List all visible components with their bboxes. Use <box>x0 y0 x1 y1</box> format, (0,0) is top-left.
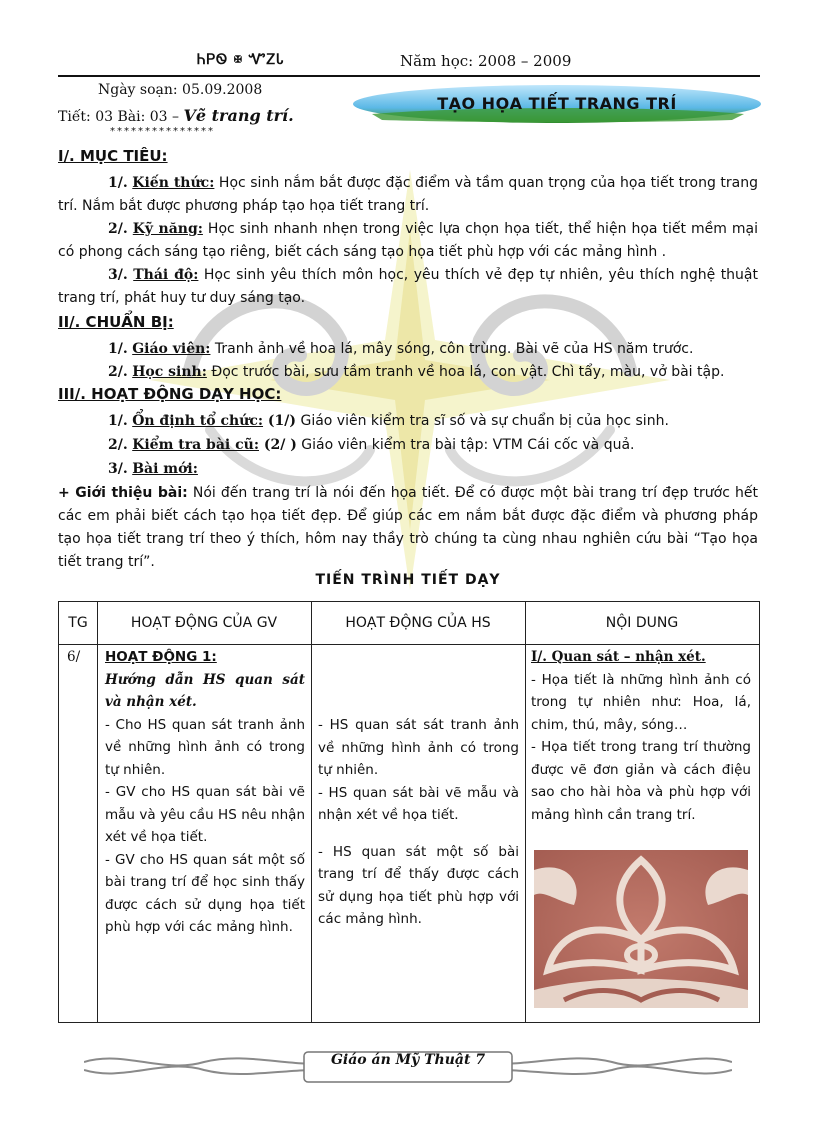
footer-title: Giáo án Mỹ Thuật 7 <box>330 1052 486 1068</box>
activity-review-text: Giáo viên kiểm tra bài tập: VTM Cái cốc và quả. <box>296 437 635 453</box>
student-activity <box>318 714 519 931</box>
objective-skills-text: Học sinh nhanh nhẹn trong việc lựa chọn họa tiết, thể hiện họa tiết mềm mại có phong cách sáng tạo riêng, biết cách sáng tạo họa tiết phù hợp với các mảng hình . <box>58 221 759 260</box>
teacher-activity <box>105 646 305 939</box>
lesson-introduction <box>58 482 758 574</box>
objective-knowledge-text: Học sinh nắm bắt được đặc điểm và tầm quan trọng của họa tiết trong trang trí. Nắm bắt được phương pháp tạo họa tiết trang trí. <box>58 175 759 214</box>
section-preparation <box>58 313 174 331</box>
row-time: 6/ <box>67 649 81 665</box>
header-divider <box>59 644 759 645</box>
date-prepared: Ngày soạn: 05.09.2008 <box>98 82 263 98</box>
objective-attitude <box>58 264 758 310</box>
activity-new-lesson <box>58 458 758 481</box>
objective-knowledge-num: 1/. <box>108 175 128 191</box>
activity-review-num: 2/. <box>108 437 128 453</box>
header-ornament: ᏂᏢᏫ ✠ ᏉᏃᏓ <box>197 52 285 68</box>
section-objectives <box>58 147 168 165</box>
objective-knowledge-label: Kiến thức: <box>132 175 215 191</box>
teacher-activity-subtitle: Hướng dẫn HS quan sát và nhận xét. <box>105 671 305 710</box>
school-year: Năm học: 2008 – 2009 <box>400 52 572 70</box>
col-divider <box>97 602 98 1022</box>
content-point-1: - Họa tiết là những hình ảnh có trong tự nhiên như: Hoa, lá, chim, thú, mây, sóng… <box>531 671 751 733</box>
prep-teacher-text: Tranh ảnh về hoa lá, mây sóng, côn trùng. Bài vẽ của HS năm trước. <box>210 341 694 357</box>
section-preparation-title: II/. CHUẨN BỊ: <box>58 313 174 331</box>
lotus-pattern-photo <box>534 850 748 1008</box>
prep-student-text: Đọc trước bài, sưu tầm tranh về hoa lá, con vật. Chì tẩy, màu, vở bài tập. <box>206 364 725 380</box>
header-teacher: HOẠT ĐỘNG CỦA GV <box>130 615 278 631</box>
header-rule <box>58 75 760 77</box>
section-activities-title: III/. HOẠT ĐỘNG DẠY HỌC: <box>58 385 282 403</box>
activity-organize-label: Ổn định tổ chức: <box>132 413 264 429</box>
objective-skills <box>58 218 758 264</box>
activity-review <box>58 434 758 457</box>
period-line <box>58 106 294 125</box>
prep-teacher-num: 1/. <box>108 341 128 357</box>
objective-knowledge <box>58 172 758 218</box>
activity-organize-num: 1/. <box>108 413 128 429</box>
objective-skills-num: 2/. <box>108 221 128 237</box>
objective-attitude-text: Học sinh yêu thích môn học, yêu thích vẻ đẹp tự nhiên, yêu thích nghệ thuật trang trí, phát huy tư duy sáng tạo. <box>58 267 759 306</box>
objective-attitude-label: Thái độ: <box>133 267 199 283</box>
content-column <box>531 646 751 826</box>
prep-student <box>58 361 758 384</box>
section-objectives-title: I/. MỤC TIÊU: <box>58 147 168 165</box>
prep-student-num: 2/. <box>108 364 128 380</box>
activity-organize <box>58 410 758 433</box>
activity-organize-time: (1/) <box>263 413 297 429</box>
teacher-step-3: - GV cho HS quan sát một số bài trang trí để học sinh thấy được cách sử dụng họa tiết phù hợp với các mảng hình. <box>105 851 305 935</box>
prep-student-label: Học sinh: <box>132 364 207 380</box>
content-point-2: - Họa tiết trong trang trí thường được vẽ đơn giản và cách điệu sao cho hài hòa và phù hợp với mảng hình cần trang trí. <box>531 739 751 823</box>
objective-skills-label: Kỹ năng: <box>132 221 203 237</box>
banner-title: TẠO HỌA TIẾT TRANG TRÍ <box>437 94 677 113</box>
lesson-subject: Vẽ trang trí. <box>183 106 294 125</box>
header-student: HOẠT ĐỘNG CỦA HS <box>345 615 491 631</box>
activity-organize-text: Giáo viên kiểm tra sĩ số và sự chuẩn bị của học sinh. <box>296 413 669 429</box>
student-step-1: - HS quan sát sát tranh ảnh về những hình ảnh có trong tự nhiên. <box>318 717 519 778</box>
col-divider <box>311 602 312 1022</box>
objective-attitude-num: 3/. <box>108 267 128 283</box>
teacher-step-1: - Cho HS quan sát tranh ảnh về những hình ảnh có trong tự nhiên. <box>105 716 305 778</box>
activity-new-lesson-num: 3/. <box>108 461 128 477</box>
prep-teacher <box>58 338 758 361</box>
section-activities <box>58 385 281 403</box>
header-content: NỘI DUNG <box>605 615 679 631</box>
teacher-activity-title: HOẠT ĐỘNG 1: <box>105 649 217 665</box>
procedure-heading: TIẾN TRÌNH TIẾT DẠY <box>315 572 501 588</box>
header-time: TG <box>68 615 88 631</box>
star-divider: *************** <box>110 126 215 137</box>
period-label: Tiết: 03 Bài: 03 – <box>58 109 180 125</box>
teacher-step-2: - GV cho HS quan sát bài vẽ mẫu và yêu cầu HS nêu nhận xét về họa tiết. <box>105 784 305 845</box>
lesson-table <box>58 601 760 1023</box>
intro-text: Nói đến trang trí là nói đến họa tiết. Để có được một bài trang trí đẹp trước hết các em phải biết cách tạo họa tiết đẹp. Để giúp các em nắm bắt được đặc điểm và phương pháp tạo họa tiết trang trí theo ý thích, hôm nay thầy trò chúng ta cùng nhau nghiên cứu bài “Tạo họa tiết trang trí”. <box>58 485 758 570</box>
student-step-3: - HS quan sát một số bài trang trí để thấy được cách sử dụng họa tiết phù hợp với các mảng hình. <box>318 843 519 927</box>
col-divider <box>525 602 526 1022</box>
activity-review-time: (2/ ) <box>258 437 297 453</box>
student-step-2: - HS quan sát bài vẽ mẫu và nhận xét về họa tiết. <box>318 784 519 823</box>
intro-label: + Giới thiệu bài: <box>58 485 188 501</box>
prep-teacher-label: Giáo viên: <box>132 341 211 357</box>
activity-new-lesson-label: Bài mới: <box>132 461 198 477</box>
content-title: I/. Quan sát – nhận xét. <box>531 649 706 665</box>
activity-review-label: Kiểm tra bài cũ: <box>132 437 259 453</box>
